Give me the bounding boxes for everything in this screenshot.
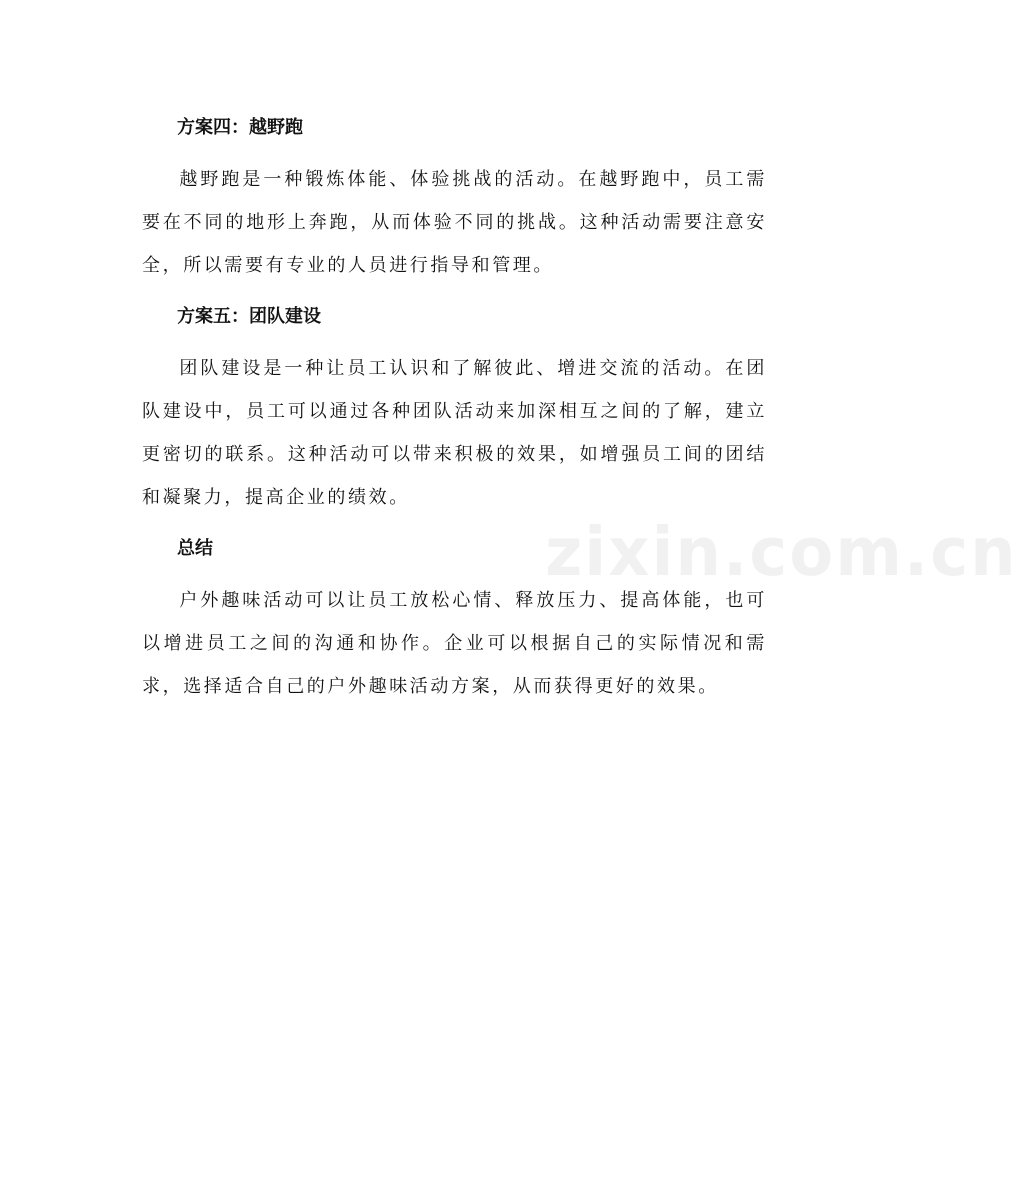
section-summary xyxy=(142,531,767,708)
section-paragraph: 户外趣味活动可以让员工放松心情、释放压力、提高体能，也可以增进员工之间的沟通和协作。企业可以根据自己的实际情况和需求，选择适合自己的户外趣味活动方案，从而获得更好的效果。 xyxy=(142,590,767,697)
section-team-building xyxy=(142,299,767,519)
section-paragraph: 团队建设是一种让员工认识和了解彼此、增进交流的活动。在团队建设中，员工可以通过各种团队活动来加深相互之间的了解，建立更密切的联系。这种活动可以带来积极的效果，如增强员工间的团结和凝聚力，提高企业的绩效。 xyxy=(142,358,767,508)
section-cross-country xyxy=(142,110,767,287)
document-content xyxy=(142,110,767,720)
watermark: zixin.com.cn xyxy=(545,514,1018,592)
section-heading: 方案五：团队建设 xyxy=(177,306,321,327)
section-heading: 方案四：越野跑 xyxy=(177,117,303,138)
section-heading: 总结 xyxy=(177,538,213,559)
section-paragraph: 越野跑是一种锻炼体能、体验挑战的活动。在越野跑中，员工需要在不同的地形上奔跑，从而体验不同的挑战。这种活动需要注意安全，所以需要有专业的人员进行指导和管理。 xyxy=(142,169,767,276)
